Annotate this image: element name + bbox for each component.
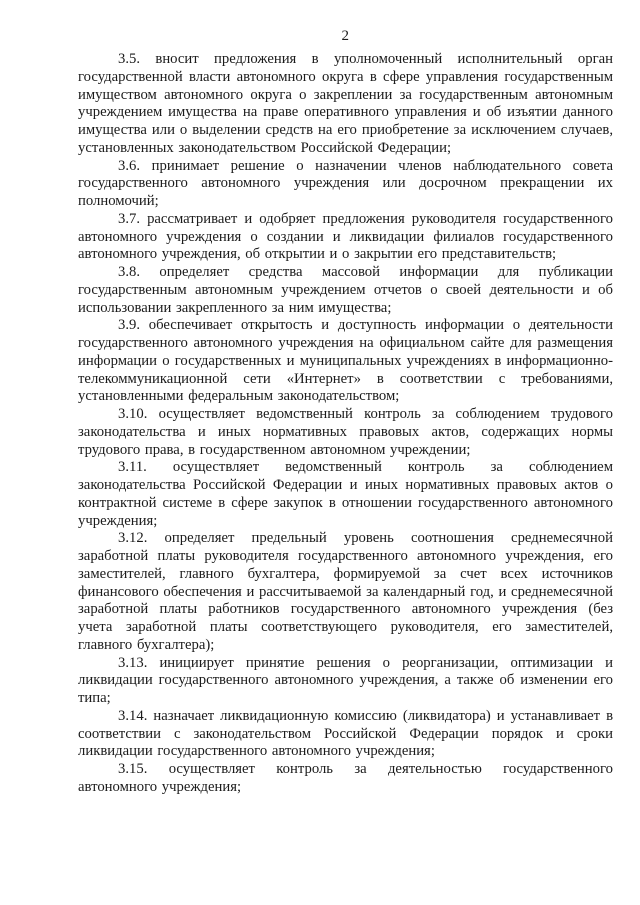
document-body: [78, 51, 613, 797]
paragraph-3-5: 3.5. вносит предложения в уполномоченный исполнительный орган государственной власти автономного округа в сфере управления государственным имуществом автономного округа о закреплении за государственным автономным учреждением имущества на праве оперативного управления и об изъятии данного имущества или о выделении средств на его приобретение за исключением случаев, установленных законодательством Российской Федерации;: [78, 51, 613, 156]
page-number: 2: [341, 28, 350, 44]
paragraph-3-9: 3.9. обеспечивает открытость и доступность информации о деятельности государственного автономного учреждения на официальном сайте для размещения информации о государственных и муниципальных учреждениях в информационно-телекоммуникационной сети «Интернет» в соответствии с требованиями, установленными федеральным законодательством;: [78, 317, 613, 405]
paragraph-3-6: 3.6. принимает решение о назначении членов наблюдательного совета государственного автономного учреждения или досрочном прекращении их полномочий;: [78, 157, 613, 209]
paragraph-3-7: 3.7. рассматривает и одобряет предложения руководителя государственного автономного учреждения о создании и ликвидации филиалов государственного автономного учреждения, об открытии и о закрытии его представительств;: [78, 210, 613, 263]
paragraph-3-12: 3.12. определяет предельный уровень соотношения среднемесячной заработной платы руководителя государственного автономного учреждения, его заместителей, главного бухгалтера, формируемой за счет всех источников финансового обеспечения и рассчитываемой за календарный год, и среднемесячной заработной платы работников государственного автономного учреждения (без учета заработной платы соответствующего руководителя, его заместителей, главного бухгалтера);: [78, 530, 613, 653]
paragraph-3-10: 3.10. осуществляет ведомственный контроль за соблюдением трудового законодательства и иных нормативных правовых актов, содержащих нормы трудового права, в государственном автономном учреждении;: [78, 406, 613, 458]
paragraph-3-11: 3.11. осуществляет ведомственный контроль за соблюдением законодательства Российской Федерации и иных нормативных правовых актов о контрактной системе в сфере закупок в отношении государственного автономного учреждения;: [78, 459, 613, 529]
paragraph-3-15: 3.15. осуществляет контроль за деятельностью государственного автономного учреждения;: [78, 761, 613, 795]
paragraph-3-14: 3.14. назначает ликвидационную комиссию (ликвидатора) и устанавливает в соответствии с законодательством Российской Федерации порядок и сроки ликвидации государственного автономного учреждения;: [78, 707, 613, 760]
paragraph-3-13: 3.13. инициирует принятие решения о реорганизации, оптимизации и ликвидации государственного автономного учреждения, а также об изменении его типа;: [78, 654, 613, 706]
paragraph-3-8: 3.8. определяет средства массовой информации для публикации государственным автономным учреждением отчетов о своей деятельности и об использовании закрепленного за ним имущества;: [78, 264, 613, 316]
